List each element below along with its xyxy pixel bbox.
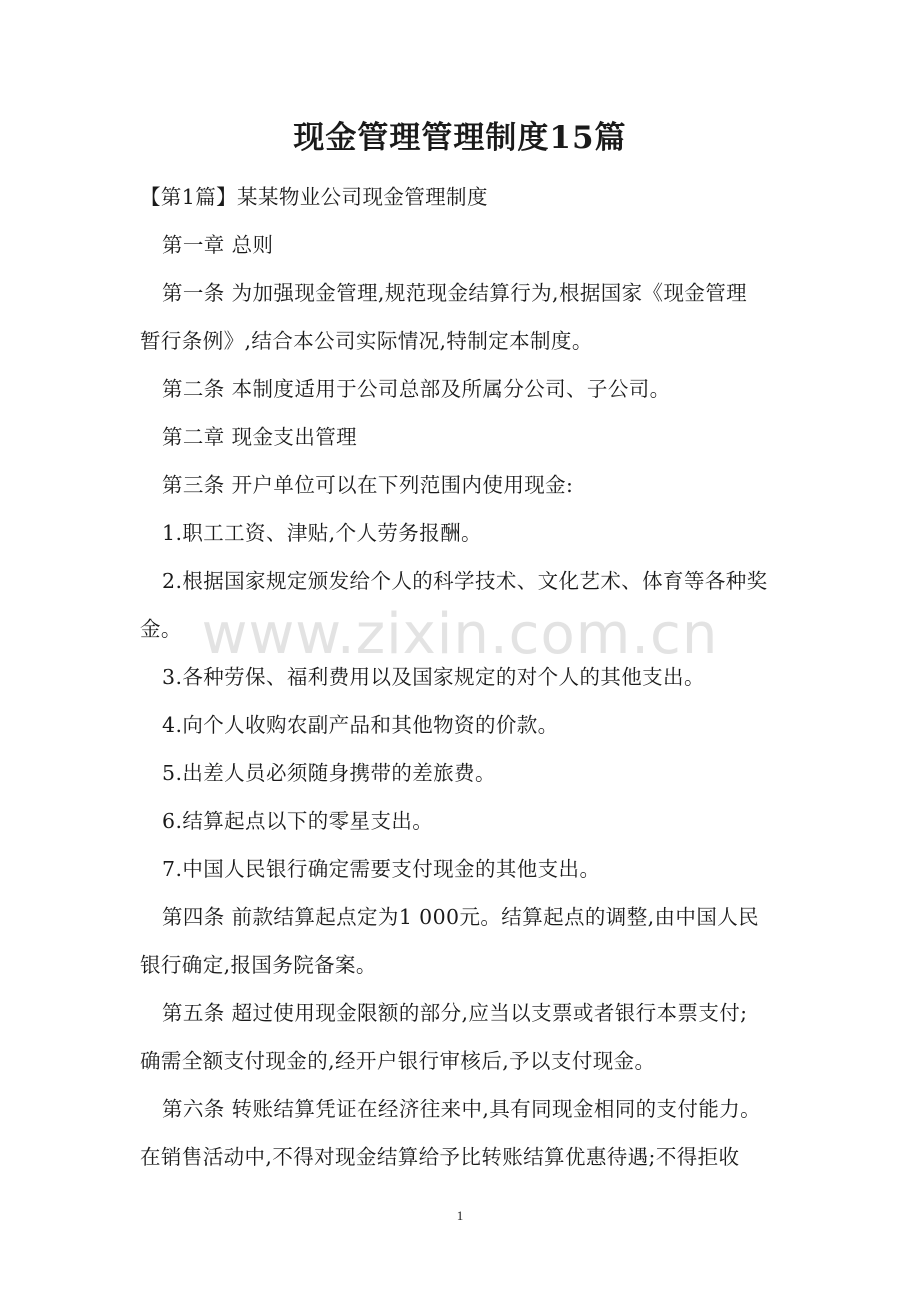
list-item: 5.出差人员必须随身携带的差旅费。	[162, 761, 496, 785]
list-item: 2.根据国家规定颁发给个人的科学技术、文化艺术、体育等各种奖	[162, 569, 768, 593]
section-heading: 【第1篇】某某物业公司现金管理制度	[140, 185, 488, 209]
page-number: 1	[456, 1208, 464, 1223]
list-item-continuation: 金。	[140, 617, 182, 641]
chapter-heading: 第二章 现金支出管理	[162, 425, 358, 449]
list-item: 4.向个人收购农副产品和其他物资的价款。	[162, 713, 559, 737]
list-item: 7.中国人民银行确定需要支付现金的其他支出。	[162, 857, 601, 881]
paragraph-line: 银行确定,报国务院备案。	[140, 953, 377, 977]
chapter-heading: 第一章 总则	[162, 233, 274, 257]
list-item: 3.各种劳保、福利费用以及国家规定的对个人的其他支出。	[162, 665, 705, 689]
list-item: 1.职工工资、津贴,个人劳务报酬。	[162, 521, 482, 545]
paragraph-line: 第四条 前款结算起点定为1 000元。结算起点的调整,由中国人民	[162, 905, 760, 929]
paragraph-line: 第三条 开户单位可以在下列范围内使用现金:	[162, 473, 574, 497]
paragraph-line: 第一条 为加强现金管理,规范现金结算行为,根据国家《现金管理	[162, 281, 748, 305]
document-title: 现金管理管理制度15篇	[293, 120, 627, 156]
watermark: www.zixin.com.cn	[201, 602, 719, 667]
paragraph-line: 第二条 本制度适用于公司总部及所属分公司、子公司。	[162, 377, 671, 401]
paragraph-line: 第六条 转账结算凭证在经济往来中,具有同现金相同的支付能力。	[162, 1097, 762, 1121]
list-item: 6.结算起点以下的零星支出。	[162, 809, 434, 833]
paragraph-line: 确需全额支付现金的,经开户银行审核后,予以支付现金。	[140, 1049, 656, 1073]
paragraph-line: 在销售活动中,不得对现金结算给予比转账结算优惠待遇;不得拒收	[140, 1145, 740, 1169]
paragraph-line: 暂行条例》,结合本公司实际情况,特制定本制度。	[140, 329, 593, 353]
paragraph-line: 第五条 超过使用现金限额的部分,应当以支票或者银行本票支付;	[162, 1001, 748, 1025]
